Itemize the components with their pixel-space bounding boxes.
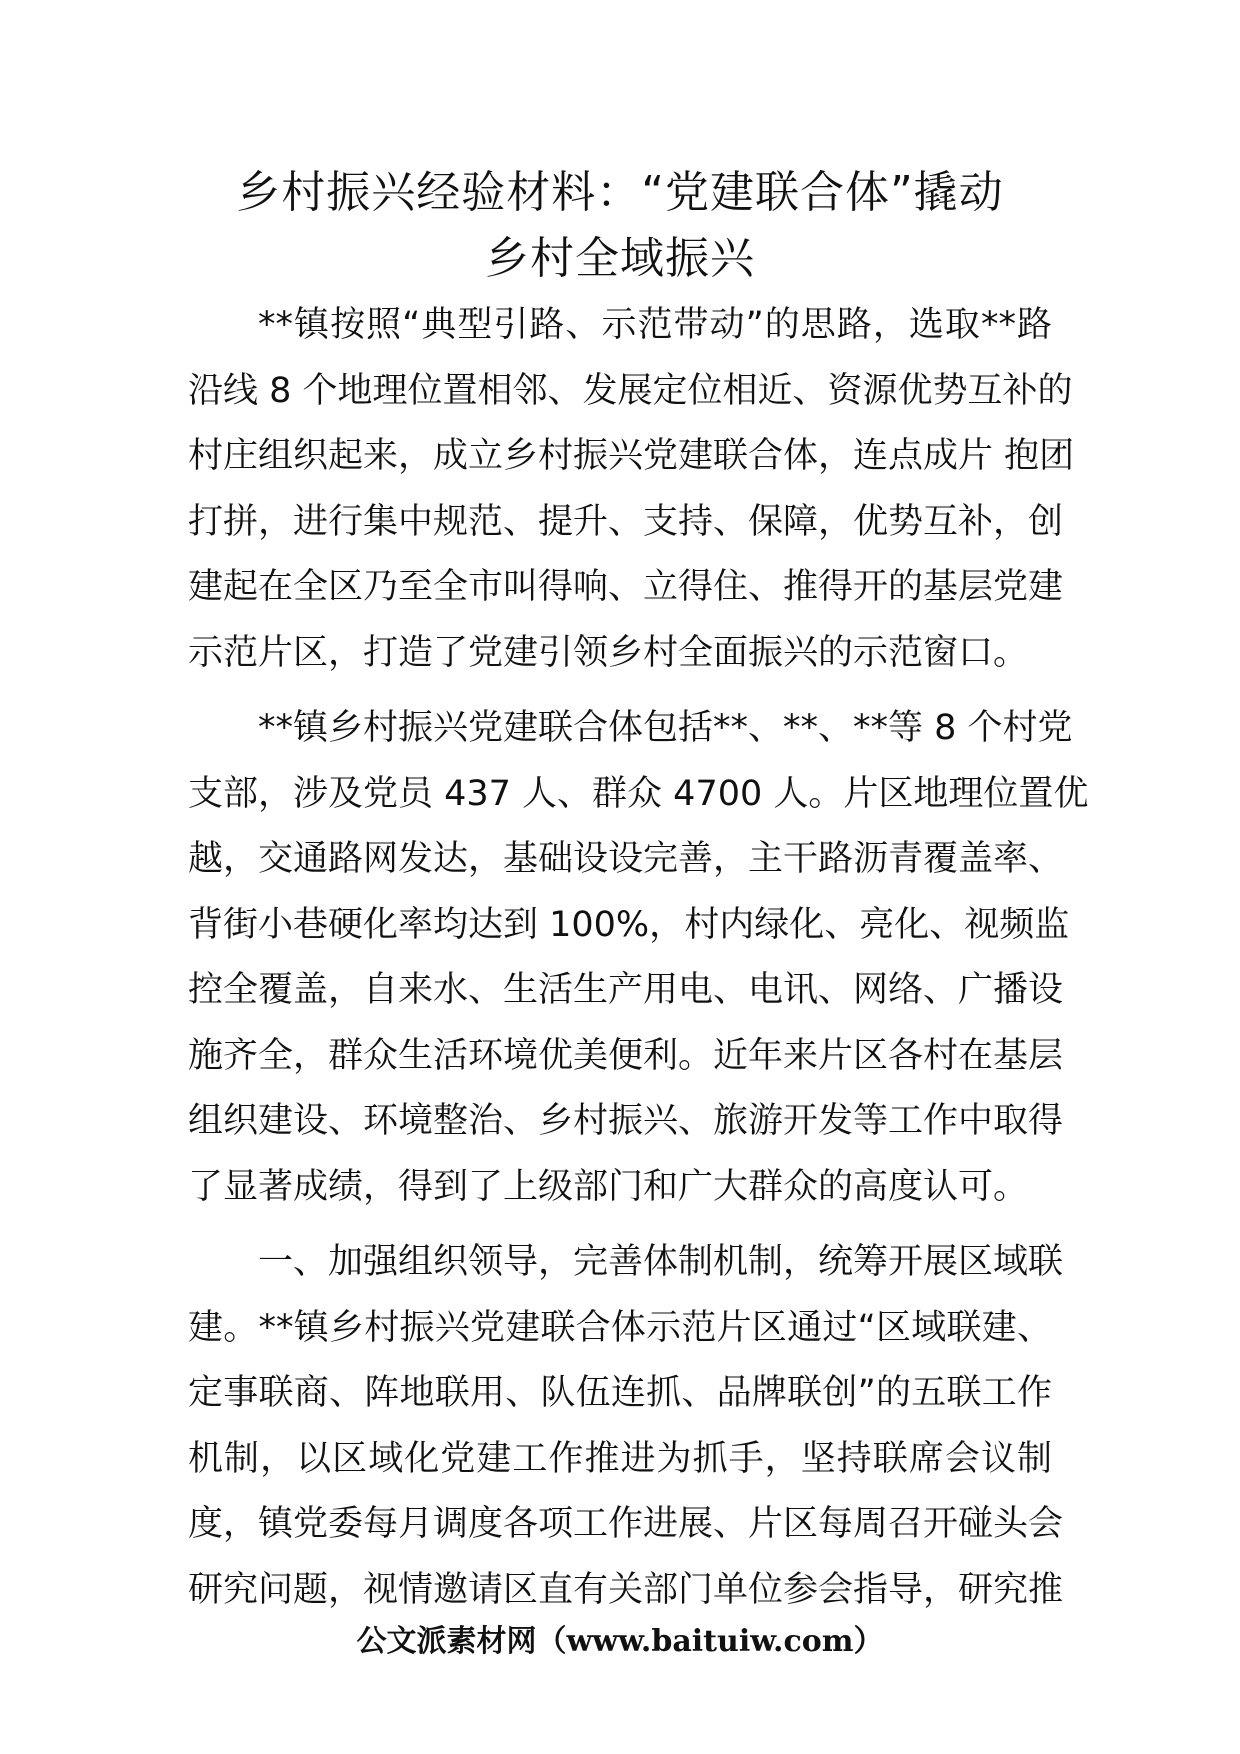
paragraph-line: 示范片区，打造了党建引领乡村全面振兴的示范窗口。 <box>188 632 1029 673</box>
title-line-1: 乡村振兴经验材料：“党建联合体”撬动 <box>236 167 1004 218</box>
paragraph-line: 一、加强组织领导，完善体制机制，统筹开展区域联 <box>258 1242 1064 1282</box>
paragraph-line: **镇乡村振兴党建联合体包括**、**、**等 8 个村党 <box>258 708 1073 748</box>
paragraph-line: 了显著成绩，得到了上级部门和广大群众的高度认可。 <box>188 1166 1029 1207</box>
paragraph-line: 越，交通路网发达，基础设设完善，主干路沥青覆盖率、 <box>188 839 1064 879</box>
paragraph-line: 背街小巷硬化率均达到 100%，村内绿化、亮化、视频监 <box>188 904 1070 945</box>
document-body <box>188 293 1089 1623</box>
paragraph-2 <box>188 696 1089 1220</box>
paragraph-line: 建。**镇乡村振兴党建联合体示范片区通过“区域联建、 <box>188 1307 1052 1348</box>
paragraph-line: 支部，涉及党员 437 人、群众 4700 人。片区地理位置优 <box>188 773 1089 814</box>
paragraph-line: 机制，以区域化党建工作推进为抓手，坚持联席会议制 <box>188 1438 1052 1479</box>
paragraph-line: 控全覆盖，自来水、生活生产用电、电讯、网络、广播设 <box>188 970 1064 1010</box>
paragraph-line: **镇按照“典型引路、示范带动”的思路，选取**路 <box>258 305 1052 345</box>
paragraph-line: 建起在全区乃至全市叫得响、立得住、推得开的基层党建 <box>188 567 1064 607</box>
paragraph-line: 打拼，进行集中规范、提升、支持、保障，优势互补，创 <box>188 501 1064 542</box>
paragraph-line: 村庄组织起来，成立乡村振兴党建联合体，连点成片 抱团 <box>188 436 1075 476</box>
footer-source: 公文派素材网（www.baituiw.com） <box>356 1624 884 1659</box>
paragraph-line: 施齐全，群众生活环境优美便利。近年来片区各村在基层 <box>188 1035 1064 1076</box>
paragraph-1 <box>188 293 1075 686</box>
paragraph-line: 组织建设、环境整治、乡村振兴、旅游开发等工作中取得 <box>188 1101 1064 1141</box>
paragraph-line: 定事联商、阵地联用、队伍连抓、品牌联创”的五联工作 <box>188 1373 1052 1413</box>
paragraph-3 <box>188 1230 1064 1623</box>
paragraph-line: 研究问题，视情邀请区直有关部门单位参会指导，研究推 <box>188 1569 1064 1610</box>
title-line-2: 乡村全域振兴 <box>485 233 755 284</box>
paragraph-line: 沿线 8 个地理位置相邻、发展定位相近、资源优势互补的 <box>188 370 1073 411</box>
document-title <box>160 160 1080 292</box>
paragraph-line: 度，镇党委每月调度各项工作进展、片区每周召开碰头会 <box>188 1504 1064 1544</box>
